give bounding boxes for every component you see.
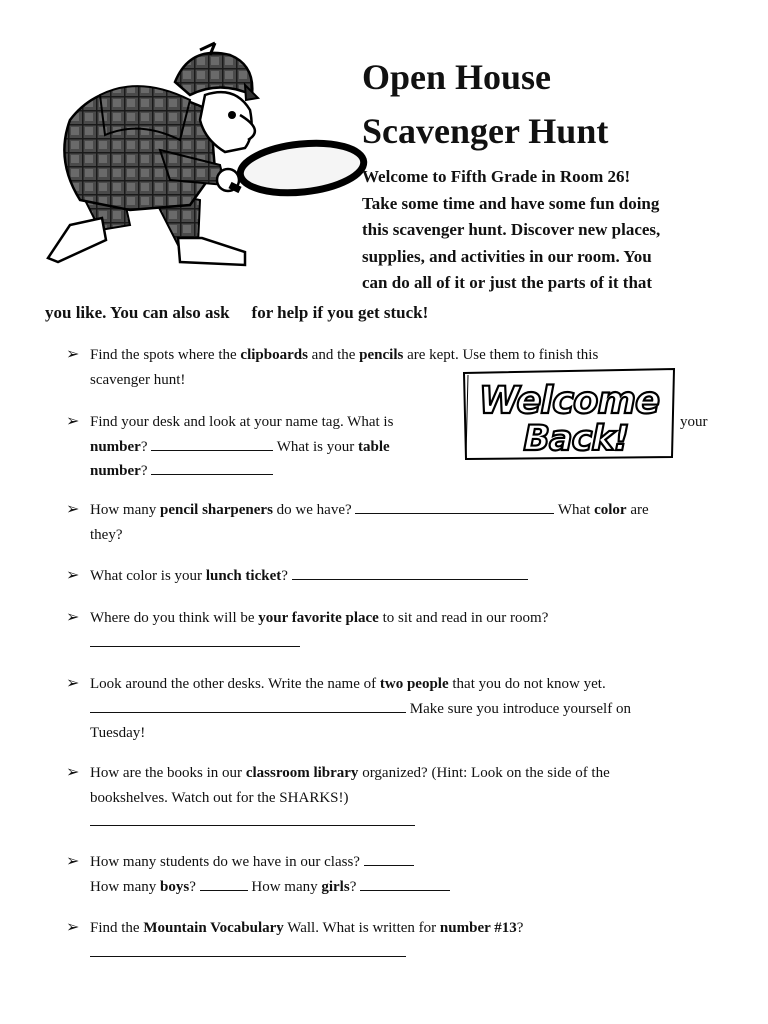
q-bold: classroom library	[245, 765, 359, 781]
q-text: and the	[307, 347, 360, 363]
q-text: What color is your	[90, 568, 206, 584]
q-text: ?	[349, 878, 361, 895]
q-text: How many	[247, 878, 322, 895]
q-text: scavenger hunt!	[90, 371, 186, 388]
q-text: to sit and read in our room?	[378, 610, 549, 626]
intro-line: supplies, and activities in our room. You	[362, 246, 652, 266]
q-text: are kept. Use them to finish this	[403, 347, 599, 363]
question-students-count	[66, 850, 736, 899]
question-classroom-library	[66, 761, 736, 835]
intro-line: Take some time and have some fun doing	[362, 193, 660, 213]
q-text: they?	[90, 526, 123, 543]
intro-last-part-b: for help if you get stuck!	[251, 303, 429, 322]
answer-blank[interactable]	[90, 811, 415, 826]
answer-blank[interactable]	[355, 499, 554, 514]
arrow-bullet-icon: ➢	[66, 413, 80, 430]
answer-blank[interactable]	[90, 632, 300, 647]
q-text: How many students do we have in our class?	[90, 854, 364, 870]
arrow-bullet-icon: ➢	[66, 346, 80, 363]
intro-line: Welcome to Fifth Grade in Room 26!	[362, 167, 631, 186]
banner-line-2: Back!	[523, 419, 629, 459]
answer-blank[interactable]	[360, 876, 450, 891]
q-text: What is your	[273, 438, 358, 455]
q2-your: your	[680, 414, 708, 430]
arrow-bullet-icon: ➢	[66, 675, 80, 692]
page-title	[362, 50, 608, 158]
q-text: Make sure you introduce yourself on	[406, 700, 631, 717]
q-text: are	[626, 502, 649, 518]
q-text: What	[554, 502, 595, 518]
answer-blank[interactable]	[292, 565, 528, 580]
intro-last-line	[45, 300, 428, 326]
arrow-bullet-icon: ➢	[66, 853, 80, 870]
q-text: bookshelves. Watch out for the SHARKS!)	[90, 789, 349, 806]
arrow-bullet-icon: ➢	[66, 501, 80, 518]
answer-blank[interactable]	[364, 851, 414, 866]
q-bold: number	[90, 438, 141, 455]
intro-line: this scavenger hunt. Discover new places,	[362, 220, 661, 239]
q-text: ?	[189, 878, 200, 895]
q-bold: girls	[321, 878, 350, 895]
q-text: Look around the other desks. Write the name of	[90, 676, 380, 692]
q-bold: your favorite place	[258, 610, 379, 626]
q-bold: color	[594, 502, 627, 518]
title-line-1: Open House	[362, 57, 552, 97]
intro-paragraph	[362, 164, 737, 297]
q-bold: number	[90, 463, 141, 479]
q-bold: number #13	[439, 920, 517, 936]
q-text: Where do you think will be	[90, 610, 259, 626]
intro-line: can do all of it or just the parts of it that	[362, 273, 653, 292]
q-bold: Mountain Vocabulary	[143, 920, 284, 936]
question-clipboards	[66, 343, 736, 392]
q-bold: table	[357, 438, 390, 455]
q-bold: lunch ticket	[205, 568, 282, 584]
question-desk-number	[66, 410, 466, 484]
q-text: Find your desk and look at your name tag. What is	[90, 414, 394, 430]
q-bold: boys	[160, 878, 190, 895]
arrow-bullet-icon: ➢	[66, 567, 80, 584]
arrow-bullet-icon: ➢	[66, 764, 80, 781]
banner-line-1: Welcome	[478, 379, 660, 422]
arrow-bullet-icon: ➢	[66, 609, 80, 626]
q-text: that you do not know yet.	[448, 676, 606, 692]
q-text: ?	[516, 920, 524, 936]
q-bold: clipboards	[240, 347, 308, 363]
question-favorite-place	[66, 606, 736, 655]
q-text: ?	[140, 438, 152, 455]
q-bold: two people	[379, 676, 449, 692]
detective-illustration	[40, 40, 370, 280]
q-text: do we have?	[272, 502, 356, 518]
q-text: ?	[281, 568, 292, 584]
q-text: Find the	[90, 920, 144, 936]
question-lunch-ticket	[66, 564, 736, 589]
answer-blank[interactable]	[90, 698, 406, 713]
question-mountain-vocabulary	[66, 916, 736, 965]
answer-blank[interactable]	[151, 436, 273, 451]
answer-blank[interactable]	[90, 942, 406, 957]
q-text: How many	[90, 878, 160, 895]
q-text: organized? (Hint: Look on the side of the	[358, 765, 610, 781]
q-bold: pencils	[359, 347, 404, 363]
q-bold: pencil sharpeners	[160, 502, 273, 518]
title-line-2: Scavenger Hunt	[362, 111, 609, 151]
question-pencil-sharpeners	[66, 498, 736, 547]
arrow-bullet-icon: ➢	[66, 919, 80, 936]
q-text: Tuesday!	[90, 725, 146, 741]
answer-blank[interactable]	[151, 460, 273, 475]
q-text: How many	[90, 502, 160, 518]
q-text: Wall. What is written for	[283, 920, 440, 936]
q-text: ?	[140, 463, 152, 479]
answer-blank[interactable]	[200, 876, 248, 891]
question-two-people	[66, 672, 736, 746]
intro-last-part-a: you like. You can also ask	[45, 303, 230, 322]
q-text: Find the spots where the	[90, 347, 241, 363]
q-text: How are the books in our	[90, 765, 246, 781]
